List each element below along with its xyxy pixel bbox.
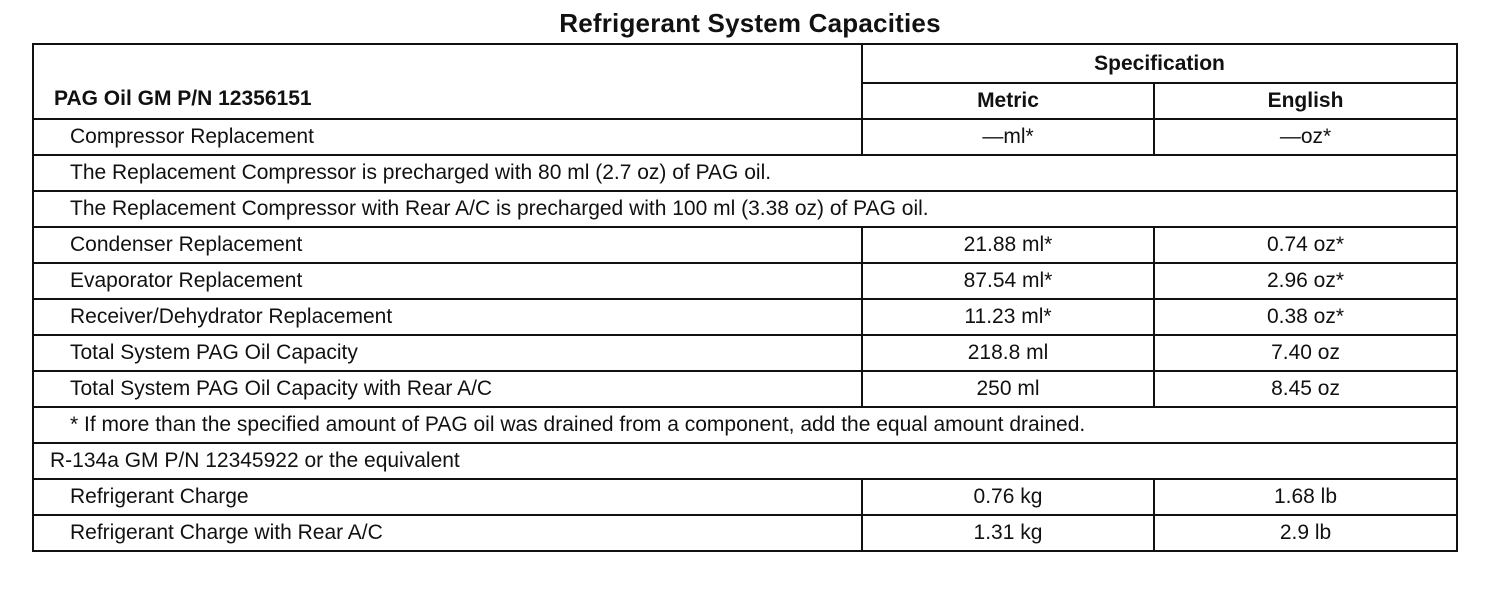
table-note-row: [33, 407, 1457, 443]
row-note: The Replacement Compressor is precharged with 80 ml (2.7 oz) of PAG oil.: [33, 155, 1457, 191]
row-note: The Replacement Compressor with Rear A/C is precharged with 100 ml (3.38 oz) of PAG oil.: [33, 191, 1457, 227]
metric-value: 218.8 ml: [862, 335, 1154, 371]
metric-value: 0.76 kg: [862, 479, 1154, 515]
table-row: [33, 263, 1457, 299]
table-section-row: [33, 443, 1457, 479]
english-value: 2.96 oz*: [1154, 263, 1457, 299]
english-value: 0.74 oz*: [1154, 227, 1457, 263]
table-note-row: [33, 191, 1457, 227]
section-label: R-134a GM P/N 12345922 or the equivalent: [33, 443, 1457, 479]
row-label: Total System PAG Oil Capacity: [33, 335, 862, 371]
table-row: [33, 335, 1457, 371]
refrigerant-capacities-table: [32, 43, 1458, 552]
row-label: Refrigerant Charge: [33, 479, 862, 515]
english-column-header: English: [1154, 83, 1457, 119]
metric-value: 250 ml: [862, 371, 1154, 407]
footnote: * If more than the specified amount of PAG oil was drained from a component, add the equal amount drained.: [33, 407, 1457, 443]
table-row: [33, 371, 1457, 407]
table-row: [33, 227, 1457, 263]
table-row: [33, 515, 1457, 551]
metric-column-header: Metric: [862, 83, 1154, 119]
english-value: 2.9 lb: [1154, 515, 1457, 551]
metric-value: —ml*: [862, 119, 1154, 155]
english-value: 7.40 oz: [1154, 335, 1457, 371]
english-value: 8.45 oz: [1154, 371, 1457, 407]
table-header-row: [33, 44, 1457, 83]
metric-value: 21.88 ml*: [862, 227, 1154, 263]
page-title: Refrigerant System Capacities: [559, 8, 941, 38]
row-label: Evaporator Replacement: [33, 263, 862, 299]
row-label: Total System PAG Oil Capacity with Rear A/C: [33, 371, 862, 407]
row-label: Refrigerant Charge with Rear A/C: [33, 515, 862, 551]
metric-value: 87.54 ml*: [862, 263, 1154, 299]
metric-value: 1.31 kg: [862, 515, 1154, 551]
metric-value: 11.23 ml*: [862, 299, 1154, 335]
row-label: Compressor Replacement: [33, 119, 862, 155]
english-value: 0.38 oz*: [1154, 299, 1457, 335]
row-label: Receiver/Dehydrator Replacement: [33, 299, 862, 335]
row-label: Condenser Replacement: [33, 227, 862, 263]
english-value: —oz*: [1154, 119, 1457, 155]
table-row: [33, 119, 1457, 155]
item-column-header: PAG Oil GM P/N 12356151: [33, 44, 862, 119]
table-note-row: [33, 155, 1457, 191]
specification-header: Specification: [862, 44, 1457, 83]
table-row: [33, 479, 1457, 515]
english-value: 1.68 lb: [1154, 479, 1457, 515]
table-row: [33, 299, 1457, 335]
